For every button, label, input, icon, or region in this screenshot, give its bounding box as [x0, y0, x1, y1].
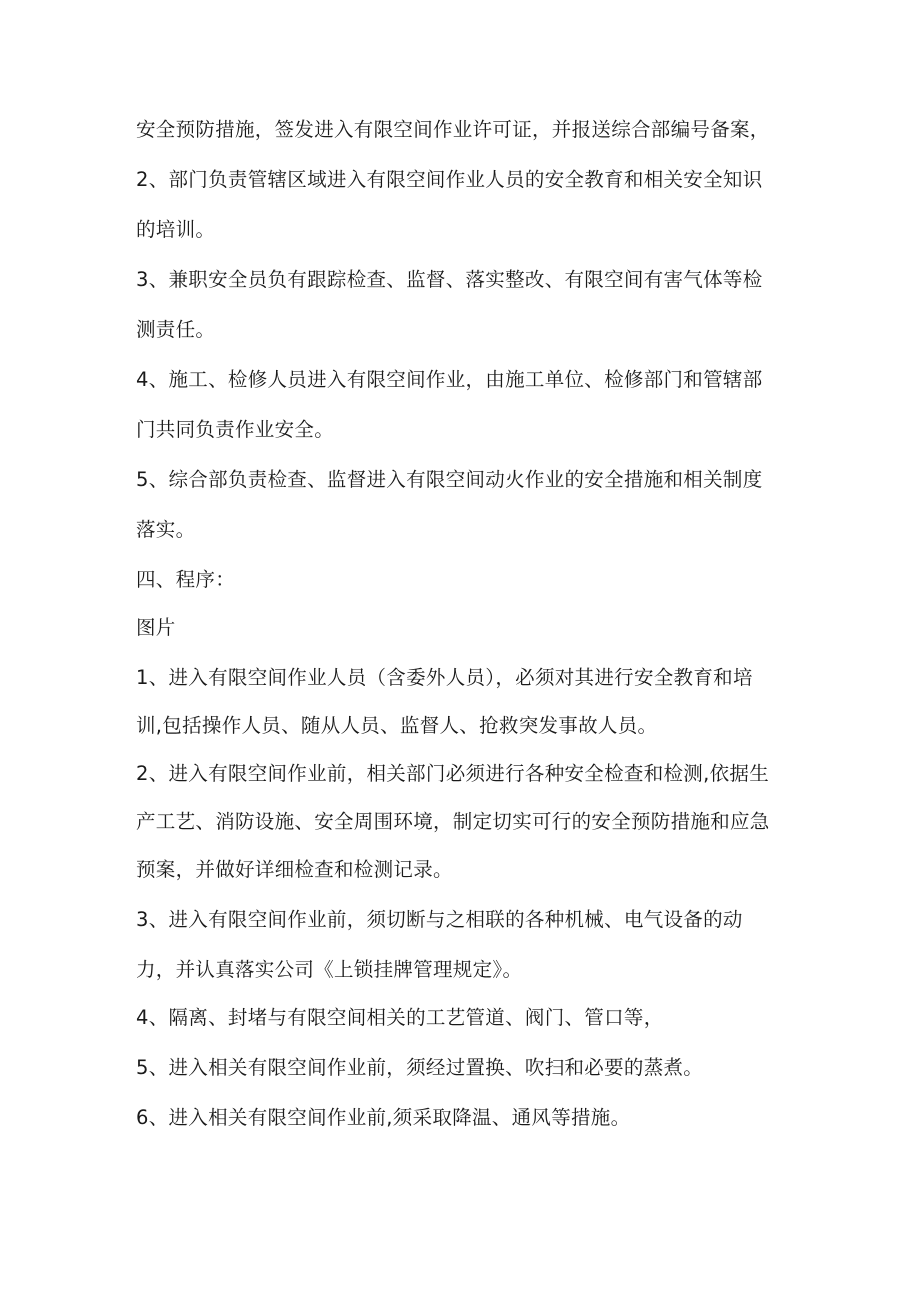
- text-line: 安全预防措施，签发进入有限空间作业许可证，并报送综合部编号备案，: [136, 118, 770, 141]
- text-line: 门共同负责作业安全。: [136, 418, 335, 441]
- text-line: 3、兼职安全员负有跟踪检查、监督、落实整改、有限空间有害气体等检: [136, 268, 763, 291]
- text-line: 5、进入相关有限空间作业前，须经过置换、吹扫和必要的蒸煮。: [136, 1056, 704, 1079]
- text-line: 落实。: [136, 518, 196, 541]
- text-line: 4、施工、检修人员进入有限空间作业，由施工单位、检修部门和管辖部: [136, 368, 763, 391]
- text-line: 预案，并做好详细检查和检测记录。: [136, 858, 453, 881]
- section-heading: 四、程序：: [136, 568, 236, 591]
- text-line: 6、进入相关有限空间作业前,须采取降温、通风等措施。: [136, 1106, 631, 1129]
- text-line: 3、进入有限空间作业前，须切断与之相联的各种机械、电气设备的动: [136, 908, 743, 931]
- text-line: 的培训。: [136, 218, 216, 241]
- text-line: 2、部门负责管辖区域进入有限空间作业人员的安全教育和相关安全知识: [136, 168, 763, 191]
- text-line: 测责任。: [136, 318, 216, 341]
- text-line: 训,包括操作人员、随从人员、监督人、抢救突发事故人员。: [136, 714, 658, 737]
- text-line: 2、进入有限空间作业前，相关部门必须进行各种安全检查和检测,依据生: [136, 762, 770, 785]
- text-line: 4、隔离、封堵与有限空间相关的工艺管道、阀门、管口等，: [136, 1006, 664, 1029]
- text-line: 力，并认真落实公司《上锁挂牌管理规定》。: [136, 958, 523, 981]
- text-line: 产工艺、消防设施、安全周围环境，制定切实可行的安全预防措施和应急: [136, 810, 770, 833]
- text-line: 1、进入有限空间作业人员（含委外人员），必须对其进行安全教育和培: [136, 666, 753, 689]
- image-placeholder-label: 图片: [136, 616, 176, 639]
- text-line: 5、综合部负责检查、监督进入有限空间动火作业的安全措施和相关制度: [136, 468, 763, 491]
